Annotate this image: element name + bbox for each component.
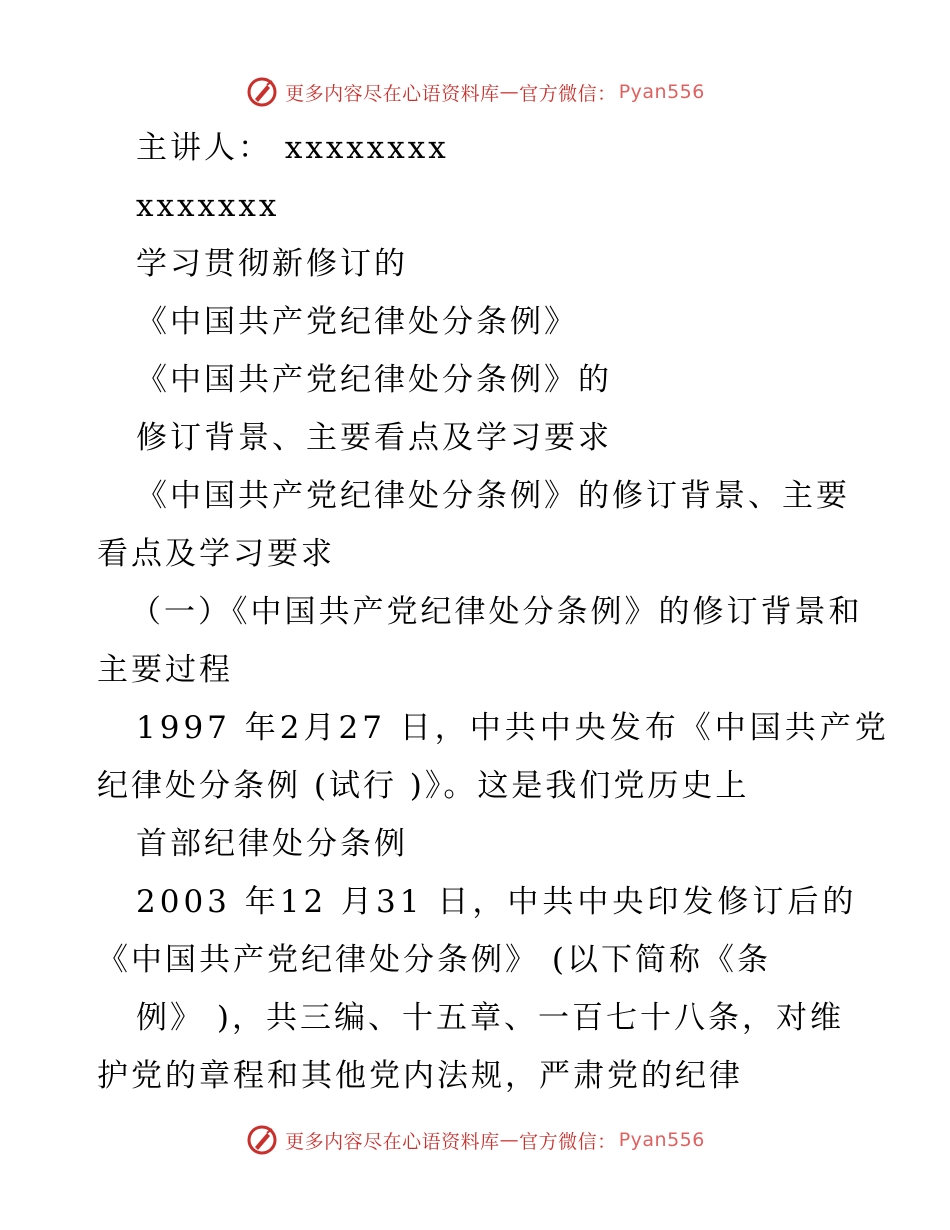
subsection-heading-line-2: 主要过程 <box>97 652 233 688</box>
paragraph-1-line-1: 1997 年2月27 日，中共中央发布《中国共产党 <box>136 710 890 746</box>
paragraph-2-line-4: 护党的章程和其他党内法规，严肃党的纪律 <box>97 1058 743 1094</box>
watermark-account-label: 官方微信： <box>519 82 617 105</box>
watermark-banner-bottom <box>0 1120 950 1160</box>
watermark-account-handle: Pyan556 <box>618 81 705 103</box>
subtitle-line-1: 《中国共产党纪律处分条例》的 <box>136 362 612 398</box>
subsection-heading-line-1: （一）《中国共产党纪律处分条例》的修订背景和 <box>130 594 863 630</box>
watermark-account-handle: Pyan556 <box>618 1129 705 1151</box>
speaker-line: 主讲人： xxxxxxxx <box>136 130 449 166</box>
watermark-account-label: 官方微信： <box>519 1130 617 1153</box>
watermark-banner-top <box>0 72 950 112</box>
paragraph-2-line-3: 例》 )，共三编、十五章、一百七十八条，对维 <box>136 1000 844 1036</box>
paragraph-2-line-1: 2003 年12 月31 日，中共中央印发修订后的 <box>136 884 858 920</box>
section-heading-line-1: 《中国共产党纪律处分条例》的修订背景、主要 <box>136 478 850 514</box>
watermark-separator: — <box>499 81 520 103</box>
watermark-text: 更多内容尽在心语资料库 <box>285 1130 500 1153</box>
speaker-name-line: xxxxxxx <box>136 188 280 224</box>
paragraph-2-line-2: 《中国共产党纪律处分条例》 (以下简称《条 <box>97 942 771 978</box>
pen-circle-logo-icon <box>245 1123 279 1157</box>
title-line-2: 《中国共产党纪律处分条例》 <box>136 304 578 340</box>
subtitle-line-2: 修订背景、主要看点及学习要求 <box>136 420 612 456</box>
watermark-separator: — <box>499 1129 520 1151</box>
paragraph-1-line-3: 首部纪律处分条例 <box>136 826 408 862</box>
section-heading-line-2: 看点及学习要求 <box>97 536 335 572</box>
title-line-1: 学习贯彻新修订的 <box>136 246 408 282</box>
paragraph-1-line-2: 纪律处分条例 (试行 )》。这是我们党历史上 <box>97 768 750 804</box>
pen-circle-logo-icon <box>245 75 279 109</box>
watermark-text: 更多内容尽在心语资料库 <box>285 82 500 105</box>
